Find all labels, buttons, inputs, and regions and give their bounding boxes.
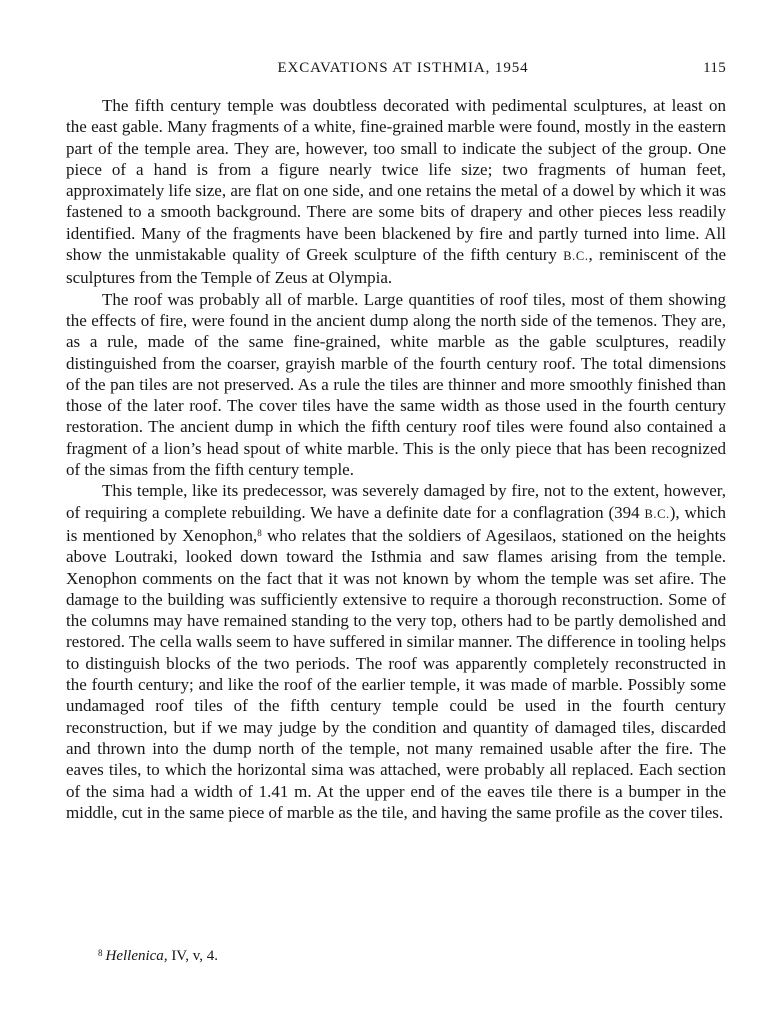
footnote-citation: , IV, v, 4. (163, 948, 218, 964)
footnote-work-title: Hellenica (105, 948, 164, 964)
paragraph-fire-damage (66, 480, 726, 823)
era-abbreviation: B.C. (563, 249, 589, 264)
paragraph-text: , reminiscent of the sculptures from the Temple of Zeus at Olympia. (66, 245, 726, 288)
footnote-reference[interactable]: 8 (257, 528, 262, 538)
page-number: 115 (703, 60, 726, 76)
footnote (98, 946, 218, 966)
footnote-marker: 8 (98, 947, 103, 958)
paragraph-text: The fifth century temple was doubtless decorated with pedimental sculptures, at least on the east gable. Many fragments of a white, fine-grained marble were found, mostly in the eastern part of the temple area. They are, however, too small to indicate the subject of the group. One piece of a hand is from a figure nearly twice life size; two fragments of human feet, approximately life size, are flat on one side, and one retains the metal of a dowel by which it was fastened to a smooth background. There are some bits of drapery and other pieces less readily identified. Many of the fragments have been blackened by fire and partly turned into lime. All show the unmistakable quality of Greek sculpture of the fifth century (66, 96, 726, 265)
paragraph-text: ), which is mentioned by Xenophon, (66, 502, 727, 545)
paragraph-roof (66, 289, 726, 481)
body-text (66, 95, 726, 823)
era-abbreviation: B.C. (644, 506, 670, 521)
paragraph-pedimental-sculptures (66, 95, 726, 289)
paragraph-text: The roof was probably all of marble. Large quantities of roof tiles, most of them showing the effects of fire, were found in the ancient dump along the north side of the temenos. They are, as a rule, made of the same fine-grained, white marble as the gable sculptures, readily distinguished from the coarser, grayish marble of the fourth century roof. The total dimensions of the pan tiles are not preserved. As a rule the tiles are thinner and more smoothly finished than those of the later roof. The cover tiles have the same width as those used in the fourth century restoration. The ancient dump in which the fifth century roof tiles were found also contained a fragment of a lion’s head spout of white marble. This is the only piece that has been recognized of the simas from the fifth century temple. (66, 289, 726, 480)
running-title: EXCAVATIONS AT ISTHMIA, 1954 (277, 60, 529, 76)
paragraph-text: who relates that the soldiers of Agesilaos, stationed on the heights above Loutraki, looked down toward the Isthmia and saw flames arising from the temple. Xenophon comments on the fact that it was not known by whom the temple was set afire. The damage to the building was sufficiently extensive to require a thorough reconstruction. Some of the columns may have remained standing to the very top, others had to be partly demolished and restored. The cella walls seem to have suffered in similar manner. The difference in tooling helps to distinguish blocks of the two periods. The roof was apparently completely reconstructed in the fourth century; and like the roof of the earlier temple, it was made of marble. Possibly some undamaged roof tiles of the fifth century temple could be used in the fourth century reconstruction, but if we may judge by the condition and quantity of damaged tiles, discarded and thrown into the dump north of the temple, not many remained usable after the fire. The eaves tiles, to which the horizontal sima was attached, were probably all replaced. Each section of the sima had a width of 1.41 m. At the upper end of the eaves tile there is a bumper in the middle, cut in the same piece of marble as the tile, and having the same profile as the cover tiles. (66, 525, 726, 822)
running-header (66, 60, 726, 86)
paragraph-text: This temple, like its predecessor, was severely damaged by fire, not to the extent, however, of requiring a complete rebuilding. We have a definite date for a conflagration (394 (66, 481, 726, 522)
